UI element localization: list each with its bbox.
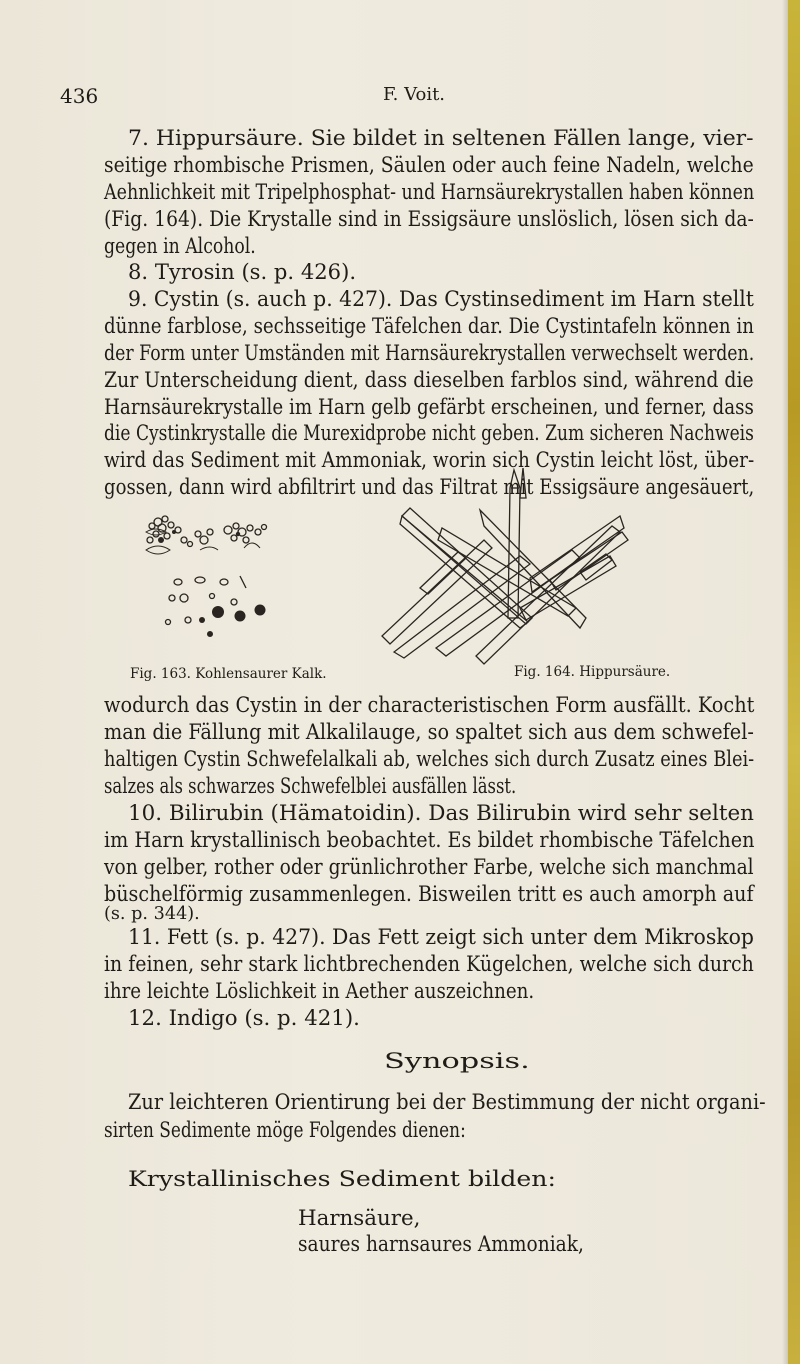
text-line: gossen, dann wird abfiltrirt und das Filtrat mit Essigsäure angesäuert,: [104, 475, 755, 499]
text-line: 9. Cystin (s. auch p. 427). Das Cystinsediment im Harn stellt: [128, 287, 754, 311]
text-line: (s. p. 344).: [104, 903, 200, 924]
text-line: büschelförmig zusammenlegen. Bisweilen tritt es auch amorph auf: [104, 882, 754, 906]
text-line: gegen in Alcohol.: [104, 234, 256, 258]
text-line: haltigen Cystin Schwefelalkali ab, welches sich durch Zusatz eines Blei-: [104, 747, 755, 771]
synopsis-intro-line: sirten Sedimente möge Folgendes dienen:: [104, 1118, 466, 1142]
text-line: 8. Tyrosin (s. p. 426).: [128, 260, 357, 284]
text-line: wird das Sediment mit Ammoniak, worin sich Cystin leicht löst, über-: [104, 448, 755, 472]
figure-163-kohlensaurer-kalk: [138, 510, 308, 660]
synopsis-intro-line: Zur leichteren Orientirung bei der Bestimmung der nicht organi-: [128, 1090, 766, 1114]
text-line: wodurch das Cystin in der characteristischen Form ausfällt. Kocht: [104, 693, 755, 717]
text-line: (Fig. 164). Die Krystalle sind in Essigsäure unslöslich, lösen sich da-: [104, 207, 754, 231]
text-line: Aehnlichkeit mit Tripelphosphat- und Harnsäurekrystallen haben können: [104, 180, 755, 204]
text-line: Harnsäurekrystalle im Harn gelb gefärbt erscheinen, und ferner, dass: [104, 395, 754, 419]
page-edge-yellow: [788, 0, 800, 1364]
page-number: 436: [60, 84, 99, 108]
synopsis-subheading: Krystallinisches Sediment bilden:: [128, 1167, 556, 1191]
text-line: in feinen, sehr stark lichtbrechenden Kügelchen, welche sich durch: [104, 952, 754, 976]
text-line: seitige rhombische Prismen, Säulen oder auch feine Nadeln, welche: [104, 153, 754, 177]
text-line: salzes als schwarzes Schwefelblei ausfällen lässt.: [104, 774, 517, 798]
running-head: F. Voit.: [383, 84, 446, 105]
text-line: 10. Bilirubin (Hämatoidin). Das Bilirubin wird sehr selten: [128, 801, 754, 825]
text-line: man die Fällung mit Alkalilauge, so spaltet sich aus dem schwefel-: [104, 720, 754, 744]
text-line: 7. Hippursäure. Sie bildet in seltenen Fällen lange, vier-: [128, 126, 754, 150]
synopsis-item: saures harnsaures Ammoniak,: [298, 1232, 584, 1256]
text-line: 11. Fett (s. p. 427). Das Fett zeigt sich unter dem Mikroskop: [128, 925, 754, 949]
figure-164-caption: Fig. 164. Hippursäure.: [514, 664, 671, 680]
synopsis-heading: Synopsis.: [384, 1049, 530, 1073]
text-line: ihre leichte Löslichkeit in Aether auszeichnen.: [104, 979, 535, 1003]
figure-164-hippursaeure: [380, 468, 630, 668]
text-line: 12. Indigo (s. p. 421).: [128, 1006, 360, 1030]
text-line: die Cystinkrystalle die Murexidprobe nicht geben. Zum sicheren Nachweis: [104, 421, 754, 445]
figure-163-caption: Fig. 163. Kohlensaurer Kalk.: [130, 666, 327, 682]
text-line: Zur Unterscheidung dient, dass dieselben farblos sind, während die: [104, 368, 754, 392]
text-line: dünne farblose, sechsseitige Täfelchen dar. Die Cystintafeln können in: [104, 314, 754, 338]
text-line: der Form unter Umständen mit Harnsäurekrystallen verwechselt werden.: [104, 341, 755, 365]
synopsis-item: Harnsäure,: [298, 1206, 421, 1230]
text-line: im Harn krystallinisch beobachtet. Es bildet rhombische Täfelchen: [104, 828, 755, 852]
text-line: von gelber, rother oder grünlichrother Farbe, welche sich manchmal: [104, 855, 754, 879]
